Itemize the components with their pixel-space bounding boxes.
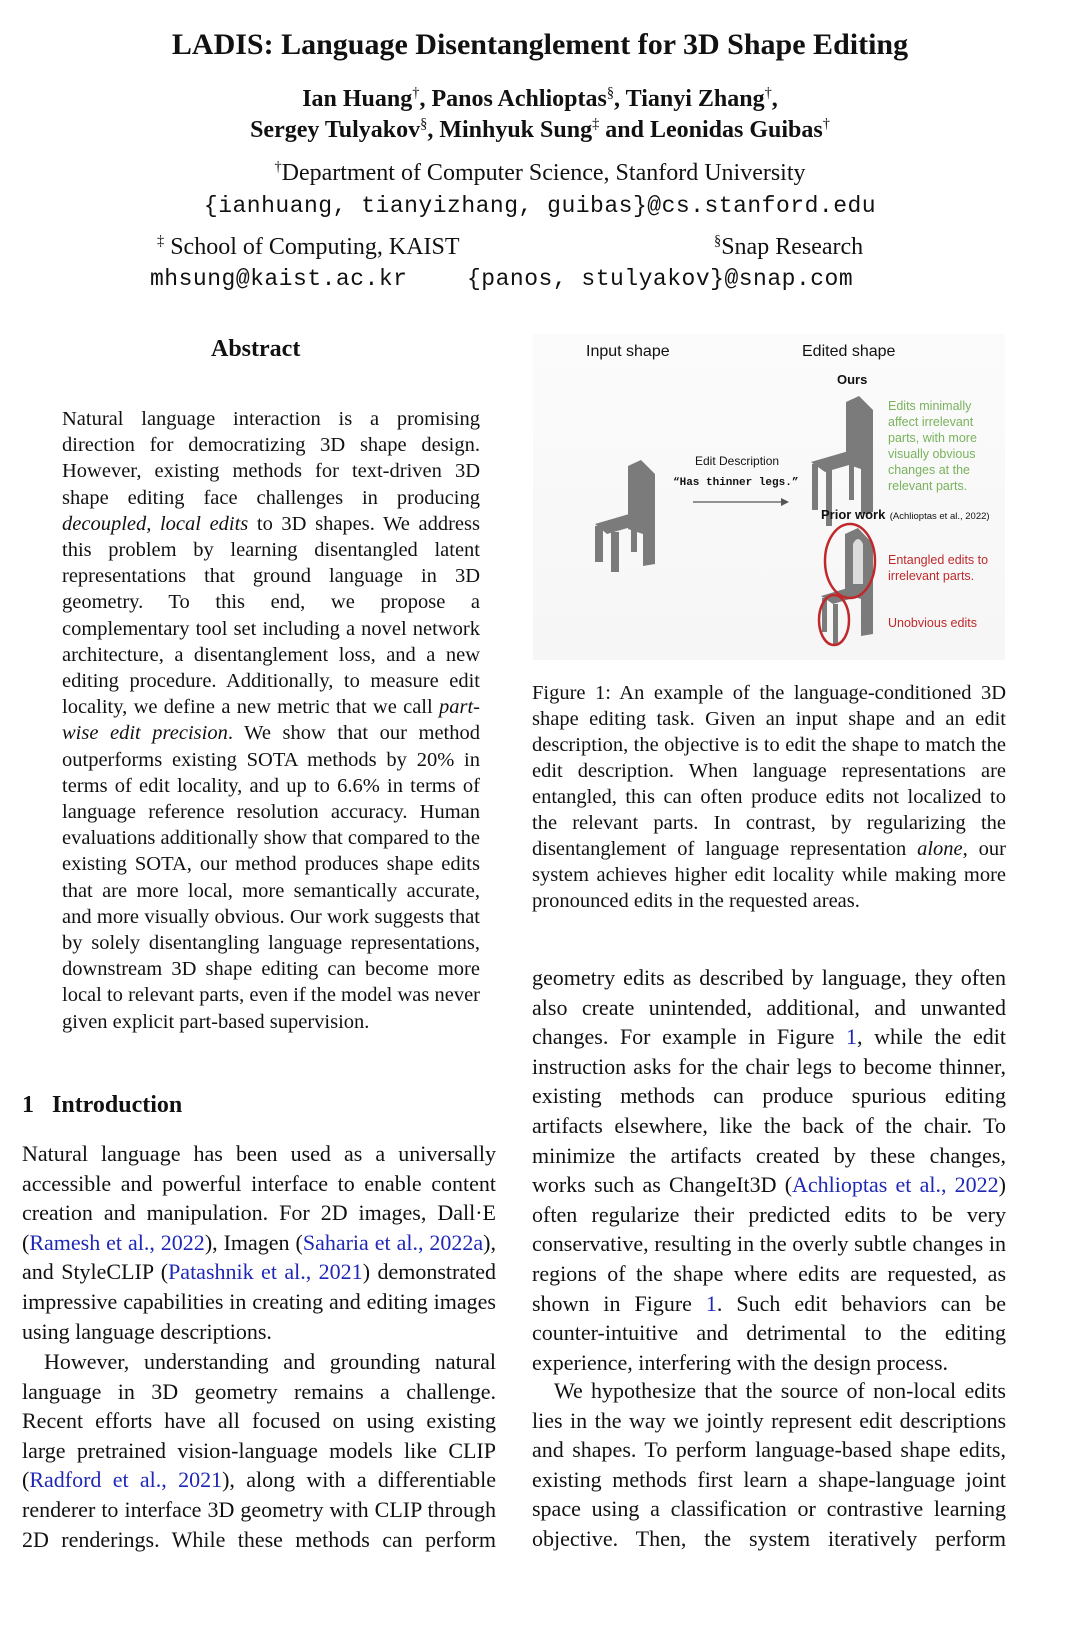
citation-link[interactable]: Achlioptas et al., 2022: [792, 1172, 999, 1198]
body-text: ), and StyleCLIP (: [22, 1229, 496, 1285]
body-text: to 3D shapes. We address this problem by learning disentangled latent representations that ground language in 3D geometry. To this end, we propose a complementary tool set including a novel network architecture, a disentanglement loss, and a new editing procedure. Additionally, to measure edit locality, we define a new metric that we call: [62, 512, 480, 719]
author: Tianyi Zhang†,: [625, 85, 778, 112]
author: Ian Huang†,: [302, 85, 432, 112]
citation-link[interactable]: Ramesh et al., 2022: [29, 1229, 205, 1255]
emphasis-text: decoupled, local edits: [62, 512, 249, 535]
body-text: ), Imagen (: [204, 1229, 303, 1255]
entangled-note: Entangled edits to irrelevant parts.: [888, 553, 989, 583]
citation-link[interactable]: 1: [845, 1024, 857, 1050]
citation-link[interactable]: Saharia et al., 2022a: [302, 1229, 484, 1255]
body-text: We hypothesize that the source of non-local edits lies in the way we jointly represent edit descriptions and shapes. To perform language-based shape edits, existing methods first learn a shape-language joint space using a classification or contrastive learning objective. Then, the system iteratively perform: [532, 1378, 1006, 1551]
input-shape-label: Input shape: [586, 343, 670, 360]
body-text: Natural language interaction is a promising direction for democratizing 3D shape design. However, existing methods for text-driven 3D shape editing face challenges in producing: [62, 408, 480, 509]
authors-line-2: [0, 117, 1080, 144]
prior-work-label: Prior work (Achlioptas et al., 2022): [821, 507, 990, 522]
edited-shape-label: Edited shape: [802, 343, 896, 360]
body-text: , while the edit instruction asks for the chair legs to become thinner, existing methods can produce spurious editing artifacts elsewhere, like the back of the chair. To minimize the artifacts created by these changes, works such as ChangeIt3D (: [532, 1024, 1006, 1198]
abstract-heading: Abstract: [211, 336, 301, 362]
edit-description-label: Edit Description: [695, 454, 780, 468]
citation-link[interactable]: Radford et al., 2021: [29, 1467, 223, 1493]
email-snap: {panos, stulyakov}@snap.com: [467, 266, 854, 292]
author: Sergey Tulyakov§,: [250, 116, 440, 143]
affiliation-kaist: ‡ School of Computing, KAIST: [157, 233, 460, 260]
email-stanford: {ianhuang, tianyizhang, guibas}@cs.stanford.edu: [203, 193, 877, 219]
figure-illustration: [533, 334, 1005, 660]
body-text: geometry edits as described by language, they often also create unintended, additional, and unwanted changes. For example in Figure: [532, 965, 1006, 1050]
figure-caption: [532, 680, 1006, 914]
arrow-head-icon: [781, 498, 789, 506]
body-text: ), along with a differentiable renderer to interface 3D geometry with CLIP through 2D renderings. While these methods can perform: [22, 1467, 496, 1552]
body-text: . We show that our method outperforms existing SOTA methods by 20% in terms of edit locality, and up to 6.6% in terms of language reference resolution accuracy. Human evaluations additionally show that compared to the existing SOTA, our method produces shape edits that are more local, more semantically accurate, and more visually obvious. Our work suggests that by solely disentangling language representations, downstream 3D shape editing can become more local to relevant parts, even if the model was never given explicit part-based supervision.: [62, 722, 480, 1033]
intro-paragraph-4: [532, 1376, 1006, 1554]
body-text: Natural language has been used as a universally accessible and powerful interface to enable content creation and manipulation. For 2D images, Dall·E (: [22, 1141, 496, 1255]
emphasis-text: alone: [917, 838, 963, 860]
authors-line-1: [0, 86, 1080, 113]
intro-paragraph-2: [22, 1347, 496, 1554]
citation-link[interactable]: 1: [705, 1290, 717, 1316]
author: Panos Achlioptas§,: [431, 85, 626, 112]
paper-title: LADIS: Language Disentanglement for 3D Shape Editing: [171, 28, 909, 61]
affiliation-stanford: †Department of Computer Science, Stanford University: [274, 159, 806, 186]
intro-paragraph-3: [532, 963, 1006, 1377]
body-text: ) often regularize their predicted edits to be very conservative, resulting in the overly subtle changes in regions of the shape where edits are requested, as shown in Figure: [532, 1172, 1006, 1316]
affiliation-snap: §Snap Research: [714, 233, 864, 260]
input-chair: [595, 460, 655, 572]
unobvious-note: Unobvious edits: [888, 616, 977, 630]
edit-description-text: “Has thinner legs.”: [673, 477, 799, 489]
body-text: ) demonstrated impressive capabilities in creating and editing images using language descriptions.: [22, 1259, 496, 1344]
abstract-body: [62, 406, 480, 1035]
emphasis-text: part-wise edit precision: [62, 696, 480, 745]
body-text: . Such edit behaviors can be counter-intuitive and detrimental to the editing experience, interfering with the design process.: [532, 1290, 1007, 1375]
figure-1: [533, 334, 1005, 660]
ours-note: Edits minimally affect irrelevant parts, with more visually obvious changes at the relevant parts.: [888, 399, 977, 493]
section-heading-introduction: 1 Introduction: [22, 1092, 183, 1118]
citation-link[interactable]: Patashnik et al., 2021: [168, 1259, 363, 1285]
author: Minhyuk Sung‡ and: [439, 116, 650, 143]
ours-label: Ours: [837, 372, 868, 387]
body-text: , our system achieves higher edit locality while making more pronounced edits in the requested areas.: [532, 838, 1006, 912]
intro-paragraph-1: [22, 1139, 496, 1346]
body-text: Figure 1: An example of the language-conditioned 3D shape editing task. Given an input shape and an edit description, the objective is to edit the shape to match the edit description. When language representations are entangled, this can often produce edits not localized to the relevant parts. In contrast, by regularizing the disentanglement of language representation: [532, 682, 1006, 860]
prior-work-chair: [821, 528, 873, 644]
author: Leonidas Guibas†: [649, 116, 830, 143]
email-kaist: mhsung@kaist.ac.kr: [150, 266, 408, 292]
body-text: However, understanding and grounding natural language in 3D geometry remains a challenge. Recent efforts have all focused on using existing large pretrained vision-language models like CLIP (: [22, 1349, 496, 1493]
